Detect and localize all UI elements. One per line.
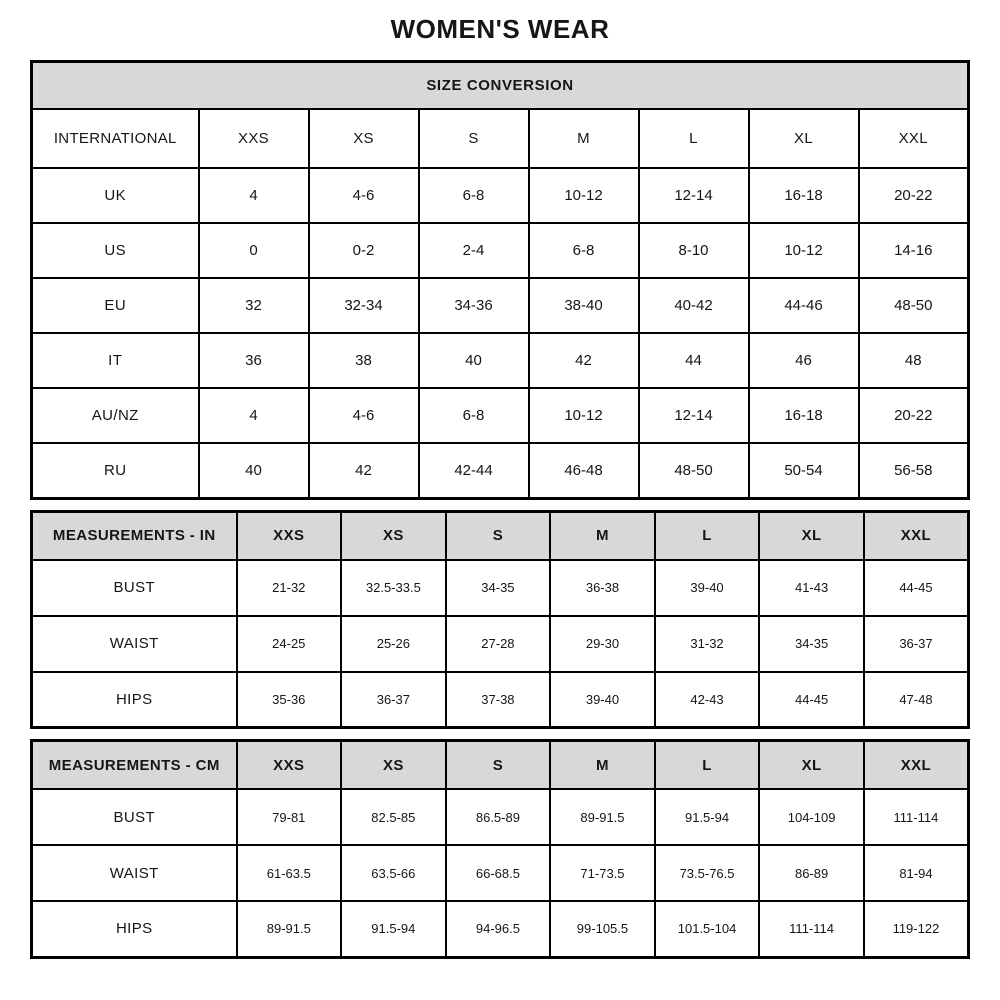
cell-value: 89-91.5 <box>237 901 342 957</box>
cell-value: 16-18 <box>749 168 859 223</box>
cell-value: 21-32 <box>237 560 342 616</box>
size-column-header: S <box>446 741 551 790</box>
cell-value: 61-63.5 <box>237 845 342 901</box>
cell-value: 42-43 <box>655 672 760 728</box>
cell-value: 6-8 <box>419 168 529 223</box>
size-column-header: M <box>550 741 655 790</box>
cell-value: 111-114 <box>864 789 969 845</box>
size-conversion-table <box>30 60 970 500</box>
cell-value: 25-26 <box>341 616 446 672</box>
cell-value: 32.5-33.5 <box>341 560 446 616</box>
page-title: WOMEN'S WEAR <box>390 14 610 44</box>
table-banner-row <box>32 62 969 110</box>
size-column-header: L <box>655 741 760 790</box>
cell-value: 10-12 <box>749 223 859 278</box>
table-row <box>32 223 969 278</box>
cell-value: 12-14 <box>639 168 749 223</box>
cell-value: 48-50 <box>639 443 749 498</box>
cell-value: 6-8 <box>529 223 639 278</box>
cell-value: 2-4 <box>419 223 529 278</box>
cell-value: 48 <box>859 333 969 388</box>
row-label: HIPS <box>32 672 237 728</box>
row-label: US <box>32 223 199 278</box>
cell-value: 39-40 <box>655 560 760 616</box>
cell-value: 44-45 <box>864 560 969 616</box>
table-row <box>32 845 969 901</box>
header-row <box>32 741 969 790</box>
size-column-header: XS <box>309 109 419 168</box>
cell-value: 48-50 <box>859 278 969 333</box>
cell-value: 81-94 <box>864 845 969 901</box>
cell-value: 31-32 <box>655 616 760 672</box>
cell-value: 36-37 <box>341 672 446 728</box>
cell-value: 82.5-85 <box>341 789 446 845</box>
table-row <box>32 168 969 223</box>
cell-value: 12-14 <box>639 388 749 443</box>
size-column-header: XXL <box>864 511 969 560</box>
size-column-header: XXS <box>237 511 342 560</box>
cell-value: 37-38 <box>446 672 551 728</box>
size-column-header: XXS <box>199 109 309 168</box>
cell-value: 38-40 <box>529 278 639 333</box>
cell-value: 63.5-66 <box>341 845 446 901</box>
cell-value: 40 <box>419 333 529 388</box>
cell-value: 66-68.5 <box>446 845 551 901</box>
row-label: AU/NZ <box>32 388 199 443</box>
cell-value: 8-10 <box>639 223 749 278</box>
row-label: BUST <box>32 560 237 616</box>
cell-value: 42 <box>529 333 639 388</box>
cell-value: 42-44 <box>419 443 529 498</box>
table-title-header: INTERNATIONAL <box>32 109 199 168</box>
measurements-in-table <box>30 510 970 730</box>
table-title-header: MEASUREMENTS - IN <box>32 511 237 560</box>
size-column-header: S <box>419 109 529 168</box>
size-column-header: XXL <box>859 109 969 168</box>
row-label: HIPS <box>32 901 237 957</box>
cell-value: 89-91.5 <box>550 789 655 845</box>
cell-value: 91.5-94 <box>341 901 446 957</box>
size-column-header: XL <box>759 511 864 560</box>
cell-value: 29-30 <box>550 616 655 672</box>
size-column-header: XL <box>759 741 864 790</box>
size-column-header: L <box>639 109 749 168</box>
cell-value: 99-105.5 <box>550 901 655 957</box>
cell-value: 10-12 <box>529 388 639 443</box>
table-title-header: MEASUREMENTS - CM <box>32 741 237 790</box>
cell-value: 71-73.5 <box>550 845 655 901</box>
cell-value: 16-18 <box>749 388 859 443</box>
row-label: RU <box>32 443 199 498</box>
table-row <box>32 789 969 845</box>
cell-value: 86-89 <box>759 845 864 901</box>
cell-value: 20-22 <box>859 388 969 443</box>
cell-value: 47-48 <box>864 672 969 728</box>
cell-value: 44 <box>639 333 749 388</box>
size-column-header: XS <box>341 741 446 790</box>
header-row <box>32 511 969 560</box>
cell-value: 34-35 <box>446 560 551 616</box>
cell-value: 36 <box>199 333 309 388</box>
table-row <box>32 901 969 957</box>
cell-value: 73.5-76.5 <box>655 845 760 901</box>
cell-value: 38 <box>309 333 419 388</box>
cell-value: 119-122 <box>864 901 969 957</box>
cell-value: 24-25 <box>237 616 342 672</box>
size-column-header: M <box>550 511 655 560</box>
cell-value: 56-58 <box>859 443 969 498</box>
cell-value: 0 <box>199 223 309 278</box>
cell-value: 44-45 <box>759 672 864 728</box>
table-row <box>32 278 969 333</box>
size-column-header: XXL <box>864 741 969 790</box>
cell-value: 34-35 <box>759 616 864 672</box>
cell-value: 10-12 <box>529 168 639 223</box>
cell-value: 27-28 <box>446 616 551 672</box>
table-row <box>32 672 969 728</box>
cell-value: 35-36 <box>237 672 342 728</box>
cell-value: 36-37 <box>864 616 969 672</box>
row-label: WAIST <box>32 616 237 672</box>
table-row <box>32 443 969 498</box>
cell-value: 4 <box>199 388 309 443</box>
cell-value: 79-81 <box>237 789 342 845</box>
size-column-header: S <box>446 511 551 560</box>
header-row <box>32 109 969 168</box>
cell-value: 14-16 <box>859 223 969 278</box>
row-label: WAIST <box>32 845 237 901</box>
size-column-header: XL <box>749 109 859 168</box>
cell-value: 39-40 <box>550 672 655 728</box>
cell-value: 94-96.5 <box>446 901 551 957</box>
cell-value: 41-43 <box>759 560 864 616</box>
cell-value: 46-48 <box>529 443 639 498</box>
cell-value: 6-8 <box>419 388 529 443</box>
cell-value: 42 <box>309 443 419 498</box>
cell-value: 4-6 <box>309 388 419 443</box>
row-label: EU <box>32 278 199 333</box>
cell-value: 20-22 <box>859 168 969 223</box>
table-row <box>32 333 969 388</box>
table-row <box>32 388 969 443</box>
size-column-header: XXS <box>237 741 342 790</box>
row-label: IT <box>32 333 199 388</box>
table-row <box>32 616 969 672</box>
cell-value: 4-6 <box>309 168 419 223</box>
cell-value: 86.5-89 <box>446 789 551 845</box>
row-label: BUST <box>32 789 237 845</box>
cell-value: 40-42 <box>639 278 749 333</box>
cell-value: 32 <box>199 278 309 333</box>
cell-value: 34-36 <box>419 278 529 333</box>
row-label: UK <box>32 168 199 223</box>
cell-value: 101.5-104 <box>655 901 760 957</box>
table-banner-title: SIZE CONVERSION <box>32 62 969 110</box>
cell-value: 0-2 <box>309 223 419 278</box>
cell-value: 44-46 <box>749 278 859 333</box>
cell-value: 104-109 <box>759 789 864 845</box>
size-column-header: L <box>655 511 760 560</box>
measurements-cm-table <box>30 739 970 959</box>
size-column-header: M <box>529 109 639 168</box>
cell-value: 4 <box>199 168 309 223</box>
cell-value: 91.5-94 <box>655 789 760 845</box>
cell-value: 40 <box>199 443 309 498</box>
cell-value: 46 <box>749 333 859 388</box>
cell-value: 111-114 <box>759 901 864 957</box>
size-column-header: XS <box>341 511 446 560</box>
table-row <box>32 560 969 616</box>
cell-value: 50-54 <box>749 443 859 498</box>
cell-value: 32-34 <box>309 278 419 333</box>
cell-value: 36-38 <box>550 560 655 616</box>
